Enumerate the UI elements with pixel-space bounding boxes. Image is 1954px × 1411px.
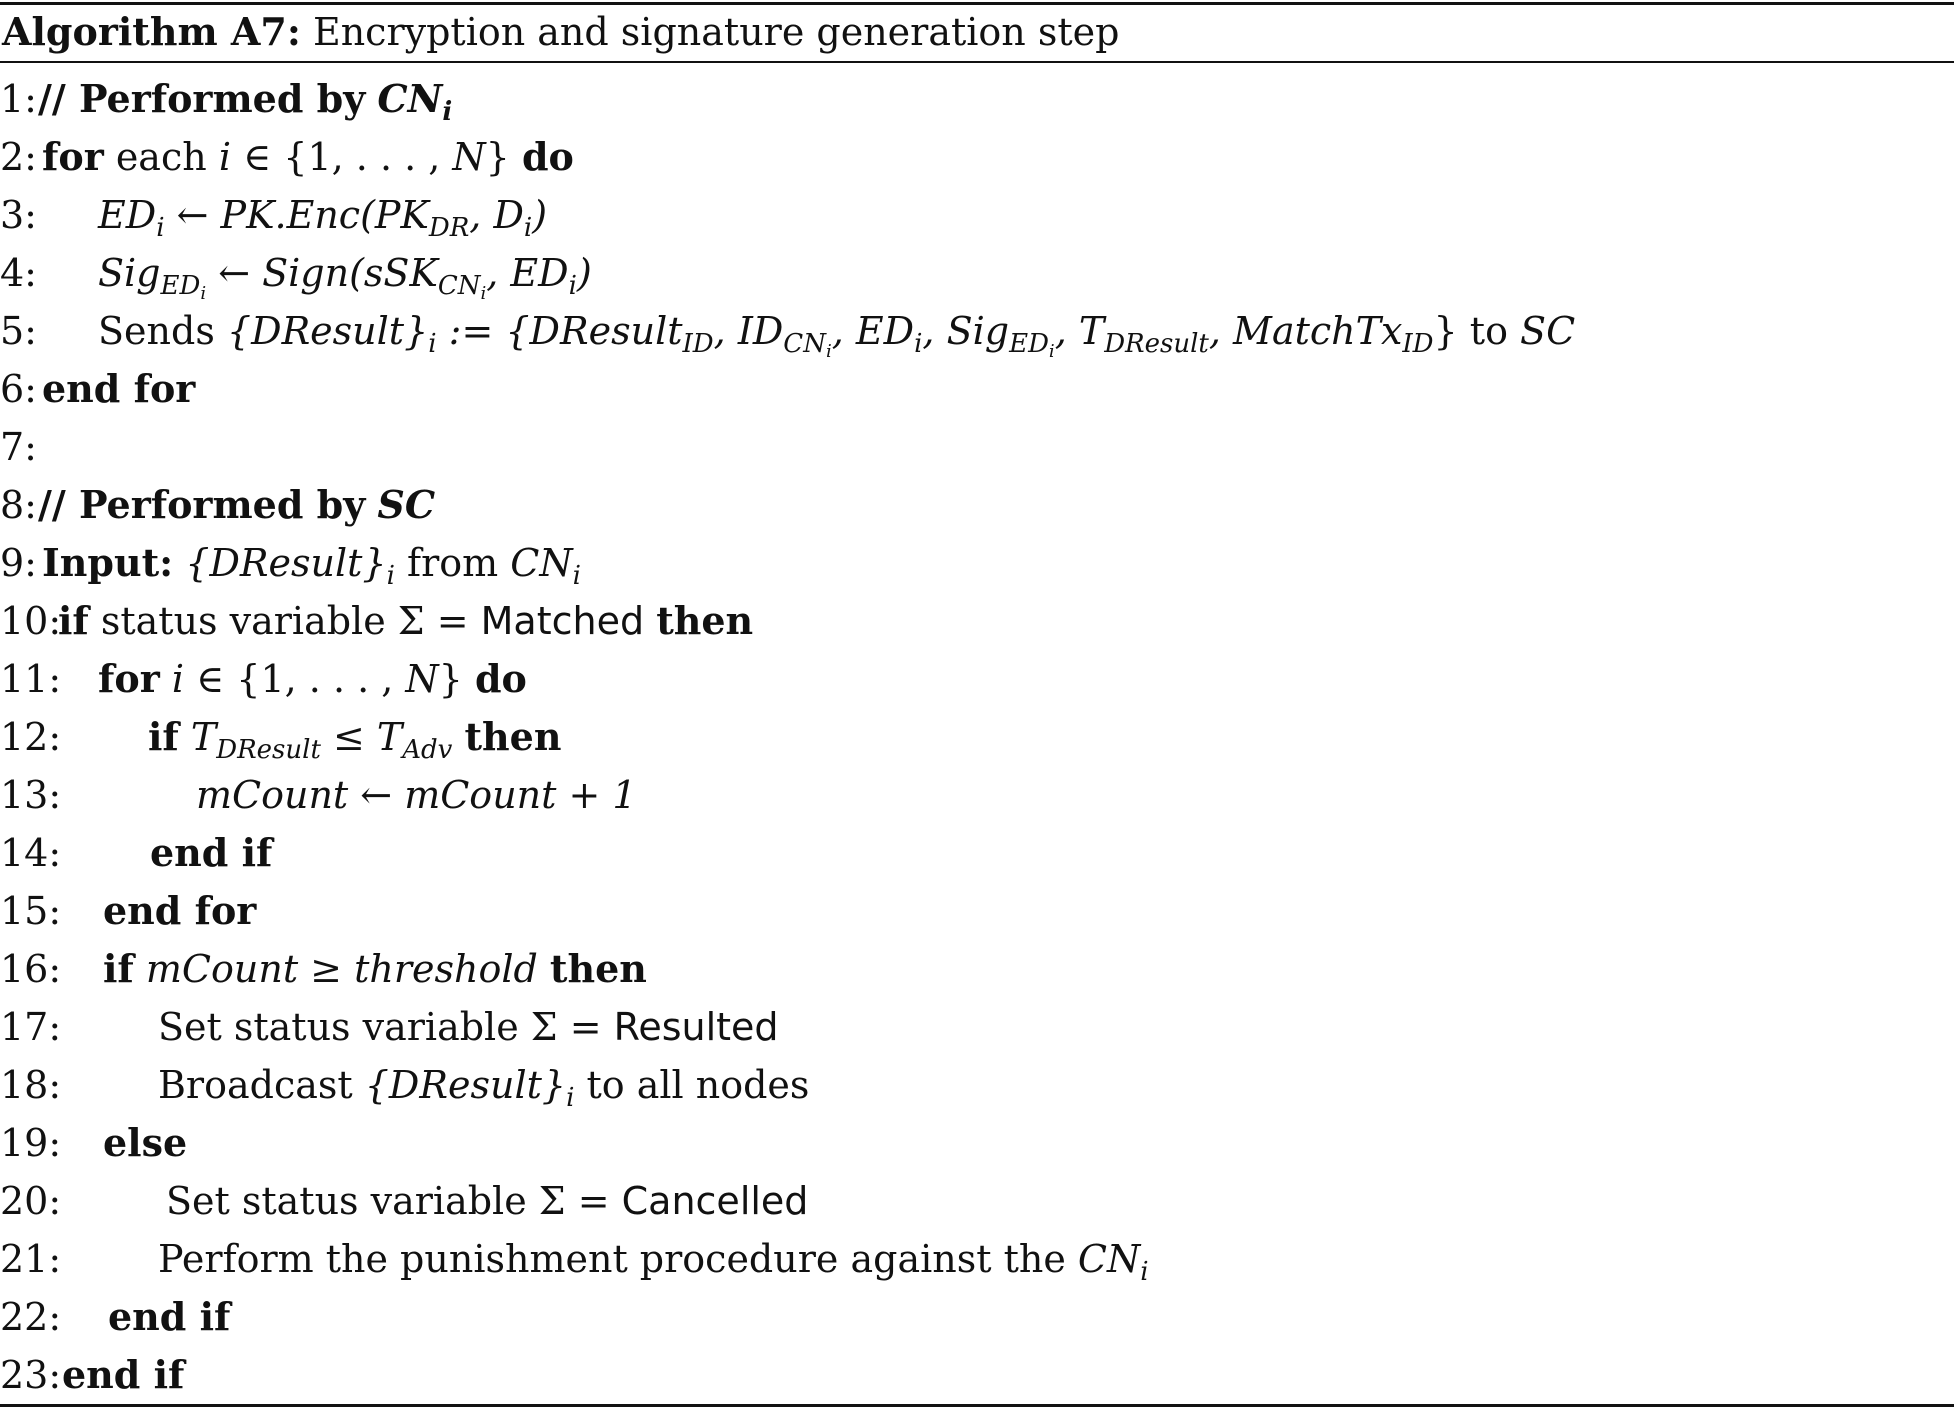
line-number: 12:: [0, 715, 62, 759]
algo-line-6: [0, 360, 196, 418]
line-number: 3:: [0, 193, 37, 237]
line-content: $ED_i$ ← $PK.Enc(PK_{DR}$, $D_i$): [98, 193, 548, 243]
algo-line-3: [0, 186, 548, 244]
line-number: 2:: [0, 135, 37, 179]
line-number: 15:: [0, 889, 62, 933]
line-content: end if: [62, 1352, 185, 1397]
line-content: end for: [103, 888, 257, 933]
line-number: 10:: [0, 599, 62, 643]
algo-line-9: [0, 534, 581, 592]
algo-line-18: [0, 1056, 810, 1114]
algo-line-19: [0, 1114, 188, 1172]
line-content: Sig$_{ED_i}$ ← Sign(sSK$_{CN_i}$, $ED_i$): [98, 251, 592, 304]
algo-line-17: [0, 998, 779, 1056]
line-content: end for: [42, 366, 196, 411]
line-number: 9:: [0, 541, 37, 585]
line-content: Sends $\{DResult\}_i$ := {DResult$_{ID}$, $ID_{CN_i}$, $ED_i$, Sig$_{ED_i}$, $T_{DResult}$, MatchTx$_{ID}$} to SC: [98, 309, 1576, 362]
line-number: 17:: [0, 1005, 62, 1049]
line-number: 1:: [0, 77, 37, 121]
line-content: end if: [150, 830, 273, 875]
line-content: for i ∈ {1, . . . , N} do: [98, 656, 527, 701]
line-content: end if: [108, 1294, 231, 1339]
line-number: 4:: [0, 251, 37, 295]
algo-line-5: [0, 302, 1576, 362]
caption-rule: [0, 61, 1954, 63]
line-number: 18:: [0, 1063, 62, 1107]
line-content: if mCount ≥ threshold then: [103, 946, 647, 991]
line-content: Broadcast $\{DResult\}_i$ to all nodes: [158, 1063, 810, 1113]
line-content: else: [103, 1120, 188, 1165]
line-number: 6:: [0, 367, 37, 411]
line-number: 22:: [0, 1295, 62, 1339]
line-number: 14:: [0, 831, 62, 875]
algo-line-11: [0, 650, 527, 708]
line-content: Input: $\{DResult\}_i$ from $CN_i$: [42, 540, 581, 591]
algo-line-16: [0, 940, 647, 998]
line-content: Set status variable Σ = Resulted: [158, 1005, 779, 1049]
algorithm-caption: [2, 6, 1119, 58]
line-content: mCount ← mCount + 1: [196, 773, 637, 817]
algo-line-20: [0, 1172, 809, 1230]
algorithm-title: Encryption and signature generation step: [312, 10, 1120, 54]
line-content: for each i ∈ {1, . . . , N} do: [42, 134, 574, 179]
line-number: 19:: [0, 1121, 62, 1165]
line-number: 5:: [0, 309, 37, 353]
line-number: 20:: [0, 1179, 62, 1223]
line-content: Perform the punishment procedure against the $CN_i$: [158, 1237, 1149, 1287]
algo-line-4: [0, 244, 592, 304]
line-number: 11:: [0, 657, 62, 701]
algo-line-12: [0, 708, 562, 766]
algo-line-8: [0, 476, 436, 534]
algo-line-15: [0, 882, 257, 940]
algo-line-23: [0, 1346, 185, 1404]
line-content: // Performed by SC: [38, 482, 436, 527]
line-number: 21:: [0, 1237, 62, 1281]
line-number: 7:: [0, 425, 37, 469]
algorithm-label: Algorithm A7:: [2, 9, 301, 54]
line-number: 8:: [0, 483, 37, 527]
line-number: 13:: [0, 773, 62, 817]
line-content: if $T_{DResult} \le T_{Adv}$ then: [148, 714, 562, 765]
bottom-rule: [0, 1404, 1954, 1407]
algo-line-1: [0, 70, 453, 128]
line-content: // Performed by $CN_i$: [38, 76, 453, 127]
line-content: if status variable Σ = Matched then: [58, 598, 754, 643]
algo-line-21: [0, 1230, 1149, 1288]
algo-line-22: [0, 1288, 231, 1346]
algo-line-14: [0, 824, 273, 882]
algo-line-7: [0, 418, 37, 476]
algo-line-13: [0, 766, 637, 824]
algo-line-2: [0, 128, 574, 186]
line-number: 16:: [0, 947, 62, 991]
line-number: 23:: [0, 1353, 62, 1397]
top-rule: [0, 2, 1954, 5]
algo-line-10: [0, 592, 754, 650]
line-content: Set status variable Σ = Cancelled: [166, 1179, 809, 1223]
